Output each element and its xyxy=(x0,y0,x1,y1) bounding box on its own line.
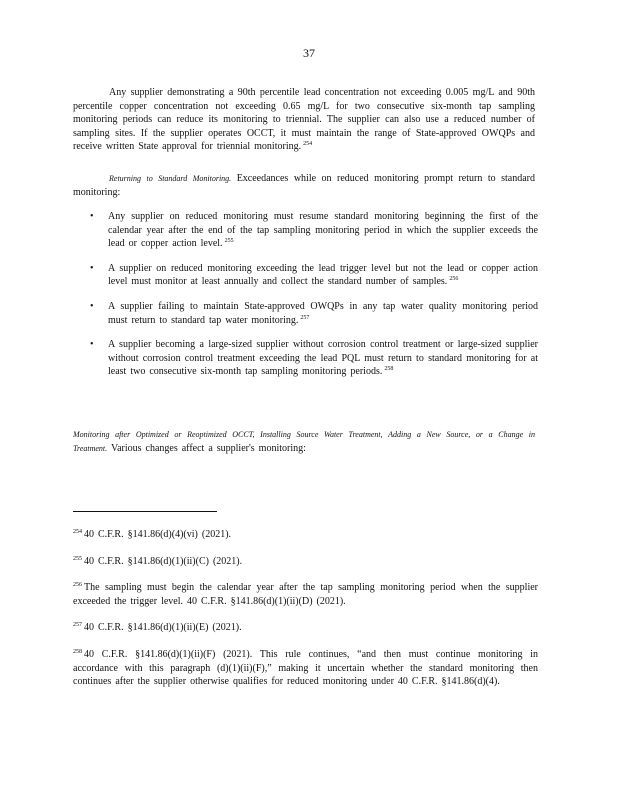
footnote xyxy=(73,528,538,542)
bullet-icon: • xyxy=(90,300,94,312)
paragraph-reduced-monitoring xyxy=(73,86,535,154)
footnote-number: 255 xyxy=(73,555,82,562)
list-item-text: A supplier on reduced monitoring exceeding the lead trigger level but not the lead or copper action level must monitor at least annually and collect the standard number of samples. xyxy=(108,262,538,288)
footnote-number: 258 xyxy=(73,648,82,655)
footnote-text: 40 C.F.R. §141.86(d)(1)(ii)(C) (2021). xyxy=(84,555,243,567)
paragraph-text: Any supplier demonstrating a 90th percentile lead concentration not exceeding 0.005 mg/L and 90th percentile copper concentration not exceeding 0.65 mg/L for two consecutive six-month tap sampling monitoring periods can reduce its monitoring to triennial. The supplier can also use a reduced number of sampling sites. If the supplier operates OCCT, it must maintain the range of State-approved OWQPs and receive written State approval for triennial monitoring. xyxy=(73,87,535,153)
footnotes xyxy=(73,528,538,702)
page-number: 37 xyxy=(303,46,315,60)
footnote-ref: 258 xyxy=(384,366,394,373)
paragraph-text: Exceedances while on reduced monitoring prompt return to standard monitoring: xyxy=(73,173,536,198)
section-heading: Returning to Standard Monitoring. xyxy=(109,174,232,183)
footnote-text: 40 C.F.R. §141.86(d)(1)(ii)(F) (2021). This rule continues, “and then must continue monitoring in accordance with this paragraph (d)(1)(ii)(F),” making it uncertain whether the standard monitoring then continues after the supplier otherwise qualifies for reduced monitoring under 40 C.F.R. §141.86(d)(4). xyxy=(73,648,538,688)
footnote xyxy=(73,581,538,608)
list-item xyxy=(88,338,538,379)
list-item xyxy=(88,300,538,327)
list-item-text: A supplier failing to maintain State-approved OWQPs in any tap water quality monitoring period must return to standard tap water monitoring. xyxy=(108,300,538,326)
bullet-list xyxy=(88,210,538,390)
footnote-text: 40 C.F.R. §141.86(d)(4)(vi) (2021). xyxy=(84,529,232,540)
footnote xyxy=(73,621,538,635)
footnote-ref: 256 xyxy=(449,276,459,283)
section-heading: Monitoring after Optimized or Reoptimized OCCT, Installing Source Water Treatment, Adding a New Source, or a Change in Treatment. xyxy=(73,430,535,453)
paragraph-monitoring-changes xyxy=(73,428,535,455)
paragraph-text: Various changes affect a supplier's monitoring: xyxy=(110,442,306,454)
paragraph-returning-standard xyxy=(73,172,535,199)
footnote-text: 40 C.F.R. §141.86(d)(1)(ii)(E) (2021). xyxy=(84,622,242,634)
list-item xyxy=(88,262,538,289)
footnote xyxy=(73,648,538,689)
footnote-number: 254 xyxy=(73,529,82,535)
bullet-icon: • xyxy=(90,262,94,274)
footnote-number: 257 xyxy=(73,622,82,629)
list-item-text: Any supplier on reduced monitoring must resume standard monitoring beginning the first of the calendar year after the end of the tap sampling monitoring period in which the supplier exceeds the lead or copper action level. xyxy=(108,211,538,250)
bullet-icon: • xyxy=(90,211,94,222)
footnote-number: 256 xyxy=(73,582,82,589)
list-item xyxy=(88,210,538,251)
bullet-icon: • xyxy=(90,339,94,351)
list-item-text: A supplier becoming a large-sized supplier without corrosion control treatment or large-sized supplier without corrosion control treatment exceeding the lead PQL must return to standard monitoring for at least two consecutive six-month tap sampling monitoring periods. xyxy=(108,339,538,378)
footnote-separator xyxy=(73,511,217,512)
footnote-ref-254: 254 xyxy=(303,141,313,148)
footnote-text: The sampling must begin the calendar year after the tap sampling monitoring period when the supplier exceeded the trigger level. 40 C.F.R. §141.86(d)(1)(ii)(D) (2021). xyxy=(73,582,538,607)
footnote-ref: 255 xyxy=(224,238,234,245)
footnote-ref: 257 xyxy=(300,314,310,321)
footnote xyxy=(73,555,538,569)
